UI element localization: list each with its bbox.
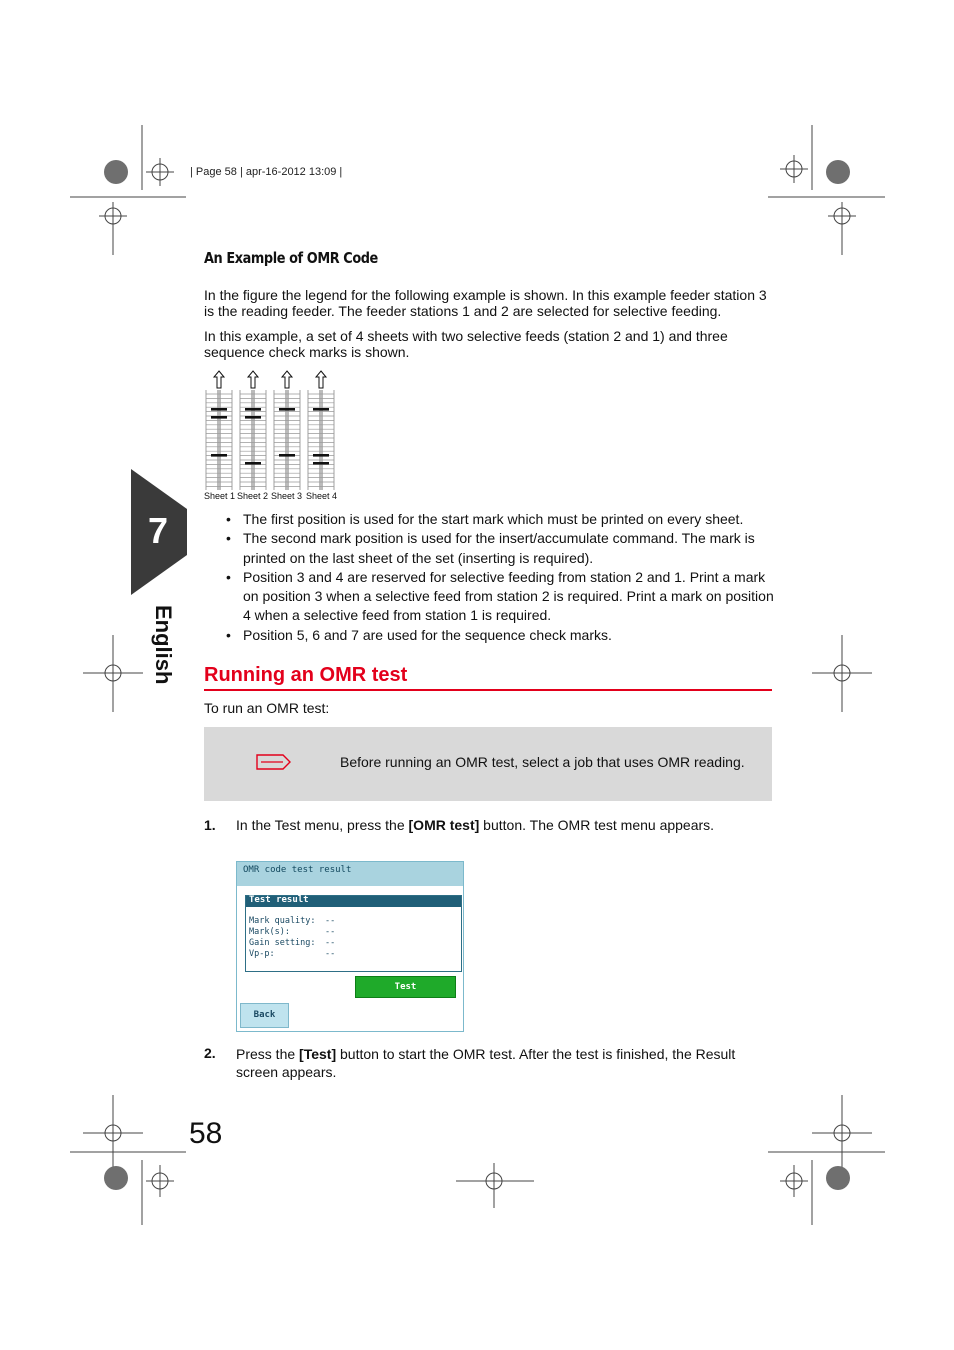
paragraph: In this example, a set of 4 sheets with two selective feeds (station 2 and 1) and three sequence check marks is shown. (204, 328, 728, 360)
omr-sheet (308, 371, 334, 490)
section-heading: An Example of OMR Code (204, 249, 378, 267)
list-item: • The second mark position is used for the insert/accumulate command. The mark is printed on the last sheet of the set (inserting is required). (226, 530, 755, 566)
list-item: • Position 5, 6 and 7 are used for the sequence check marks. (226, 626, 612, 643)
omr-sheet (274, 371, 300, 490)
intro-text: To run an OMR test: (204, 700, 330, 716)
omr-mark (245, 416, 261, 419)
omr-mark (245, 462, 261, 465)
back-button[interactable]: Back (240, 1003, 289, 1028)
print-header: | Page 58 | apr-16-2012 13:09 | (190, 166, 343, 178)
page-number: 58 (189, 1117, 223, 1150)
screen-title: OMR code test result (243, 865, 352, 875)
result-value: -- (325, 916, 336, 926)
result-value: -- (325, 938, 336, 948)
omr-mark (211, 454, 227, 457)
title-rule (204, 689, 772, 691)
up-arrow-icon (214, 371, 224, 388)
list-item: • The first position is used for the start mark which must be printed on every sheet. (226, 511, 744, 527)
bullet-list (226, 510, 776, 645)
sheet-label: Sheet 1 (204, 491, 236, 501)
omr-mark (211, 408, 227, 411)
paragraph: In the figure the legend for the following example is shown. In this example feeder station 3 is the reading feeder. The feeder stations 1 and 2 are selected for selective feeding. (204, 287, 767, 319)
up-arrow-icon (316, 371, 326, 388)
omr-mark (245, 408, 261, 411)
up-arrow-icon (248, 371, 258, 388)
step-text: In the Test menu, press the [OMR test] button. The OMR test menu appears. (236, 817, 715, 833)
result-value: -- (325, 927, 336, 937)
screen-title-bar (237, 862, 463, 886)
sheet-label: Sheet 4 (306, 491, 338, 501)
test-button[interactable]: Test (355, 976, 456, 998)
result-value: -- (325, 949, 336, 959)
omr-mark (313, 408, 329, 411)
omr-mark (279, 408, 295, 411)
omr-mark (313, 454, 329, 457)
omr-result-screen (236, 861, 464, 1032)
step-text: Press the [Test] button to start the OMR test. After the test is finished, the Result screen appears. (236, 1046, 736, 1080)
omr-mark (313, 462, 329, 465)
chapter-number: 7 (148, 510, 169, 551)
section-title: Running an OMR test (204, 664, 408, 686)
omr-sheet (206, 371, 232, 490)
step-number: 2. (204, 1045, 216, 1061)
language-label: English (151, 605, 176, 685)
pen-icon (256, 752, 292, 772)
result-label: Gain setting: (249, 938, 316, 948)
result-label: Mark(s): (249, 927, 290, 937)
result-header: Test result (246, 896, 461, 907)
omr-mark (279, 454, 295, 457)
omr-sheet (240, 371, 266, 490)
result-label: Vp-p: (249, 949, 275, 959)
omr-sheets-figure (200, 368, 345, 503)
up-arrow-icon (282, 371, 292, 388)
sheet-label: Sheet 2 (237, 491, 269, 501)
list-item: • Position 3 and 4 are reserved for selective feeding from station 2 and 1. Print a mark on position 3 when a selective feed from station 2 is required. Print a mark on position 4 when a selective feed from station 1 is required. (226, 568, 774, 624)
result-label: Mark quality: (249, 916, 316, 926)
result-panel (245, 895, 462, 972)
note-text: Before running an OMR test, select a job that uses OMR reading. (340, 754, 745, 770)
omr-mark (211, 416, 227, 419)
step-number: 1. (204, 817, 216, 833)
sheet-label: Sheet 3 (271, 491, 303, 501)
